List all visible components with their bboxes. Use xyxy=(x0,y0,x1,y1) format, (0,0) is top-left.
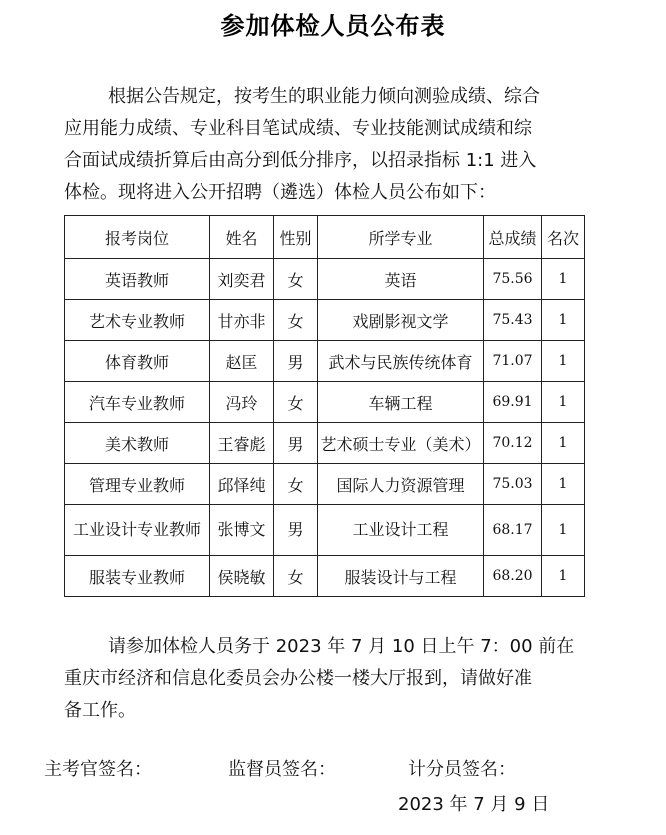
document-date: 2023 年 7 月 9 日 xyxy=(398,794,550,815)
cell-name: 邱怿纯 xyxy=(210,464,274,505)
cell-name: 张博文 xyxy=(210,505,274,556)
cell-gender: 男 xyxy=(274,341,318,382)
cell-total-score: 75.03 xyxy=(484,464,542,505)
cell-rank: 1 xyxy=(542,556,585,597)
header-name: 姓名 xyxy=(210,216,274,259)
cell-rank: 1 xyxy=(542,341,585,382)
cell-position: 美术教师 xyxy=(65,423,210,464)
cell-total-score: 75.56 xyxy=(484,259,542,300)
intro-line: 应用能力成绩、专业科目笔试成绩、专业技能测试成绩和综 xyxy=(64,118,532,139)
intro-line: 合面试成绩折算后由高分到低分排序，以招录指标 1:1 进入 xyxy=(64,150,537,171)
cell-gender: 女 xyxy=(274,382,318,423)
supervisor-signature: 监督员签名： xyxy=(228,759,336,780)
chief-examiner-signature: 主考官签名： xyxy=(44,759,152,780)
cell-name: 甘亦非 xyxy=(210,300,274,341)
cell-position: 汽车专业教师 xyxy=(65,382,210,423)
notice-line: 备工作。 xyxy=(64,700,136,721)
cell-major: 服装设计与工程 xyxy=(318,556,484,597)
table-row xyxy=(65,505,585,556)
cell-major: 国际人力资源管理 xyxy=(318,464,484,505)
cell-name: 冯玲 xyxy=(210,382,274,423)
cell-name: 王睿彪 xyxy=(210,423,274,464)
cell-rank: 1 xyxy=(542,259,585,300)
header-position: 报考岗位 xyxy=(65,216,210,259)
cell-total-score: 70.12 xyxy=(484,423,542,464)
table-row xyxy=(65,341,585,382)
cell-position: 英语教师 xyxy=(65,259,210,300)
cell-total-score: 69.91 xyxy=(484,382,542,423)
cell-gender: 男 xyxy=(274,423,318,464)
cell-gender: 女 xyxy=(274,259,318,300)
table-row xyxy=(65,556,585,597)
cell-position: 管理专业教师 xyxy=(65,464,210,505)
cell-position: 艺术专业教师 xyxy=(65,300,210,341)
header-major: 所学专业 xyxy=(318,216,484,259)
cell-total-score: 75.43 xyxy=(484,300,542,341)
header-total-score: 总成绩 xyxy=(484,216,542,259)
page-title: 参加体检人员公布表 xyxy=(220,12,446,40)
table-row xyxy=(65,259,585,300)
cell-position: 服装专业教师 xyxy=(65,556,210,597)
cell-major: 武术与民族传统体育 xyxy=(318,341,484,382)
cell-total-score: 71.07 xyxy=(484,341,542,382)
cell-rank: 1 xyxy=(542,505,585,556)
table-row xyxy=(65,300,585,341)
cell-rank: 1 xyxy=(542,382,585,423)
cell-name: 刘奕君 xyxy=(210,259,274,300)
notice-line: 请参加体检人员务于 2023 年 7 月 10 日上午 7：00 前在 xyxy=(108,636,575,657)
scorer-signature: 计分员签名： xyxy=(408,759,516,780)
cell-major: 车辆工程 xyxy=(318,382,484,423)
cell-major: 工业设计工程 xyxy=(318,505,484,556)
intro-line: 根据公告规定，按考生的职业能力倾向测验成绩、综合 xyxy=(108,86,540,107)
cell-total-score: 68.17 xyxy=(484,505,542,556)
table-row xyxy=(65,464,585,505)
cell-total-score: 68.20 xyxy=(484,556,542,597)
cell-major: 英语 xyxy=(318,259,484,300)
cell-position: 体育教师 xyxy=(65,341,210,382)
header-gender: 性别 xyxy=(274,216,318,259)
cell-major: 戏剧影视文学 xyxy=(318,300,484,341)
intro-line: 体检。现将进入公开招聘（遴选）体检人员公布如下： xyxy=(64,182,496,203)
cell-major: 艺术硕士专业（美术） xyxy=(318,423,484,464)
cell-position: 工业设计专业教师 xyxy=(65,505,210,556)
cell-rank: 1 xyxy=(542,300,585,341)
cell-name: 侯晓敏 xyxy=(210,556,274,597)
table-row xyxy=(65,423,585,464)
intro-paragraph xyxy=(64,81,604,209)
header-rank: 名次 xyxy=(542,216,585,259)
cell-rank: 1 xyxy=(542,464,585,505)
cell-gender: 男 xyxy=(274,505,318,556)
notice-paragraph xyxy=(64,631,604,727)
cell-gender: 女 xyxy=(274,556,318,597)
table-header-row xyxy=(65,216,585,259)
cell-name: 赵匡 xyxy=(210,341,274,382)
cell-gender: 女 xyxy=(274,300,318,341)
notice-line: 重庆市经济和信息化委员会办公楼一楼大厅报到，请做好准 xyxy=(64,668,532,689)
cell-gender: 女 xyxy=(274,464,318,505)
cell-rank: 1 xyxy=(542,423,585,464)
candidate-table xyxy=(64,215,585,597)
table-row xyxy=(65,382,585,423)
